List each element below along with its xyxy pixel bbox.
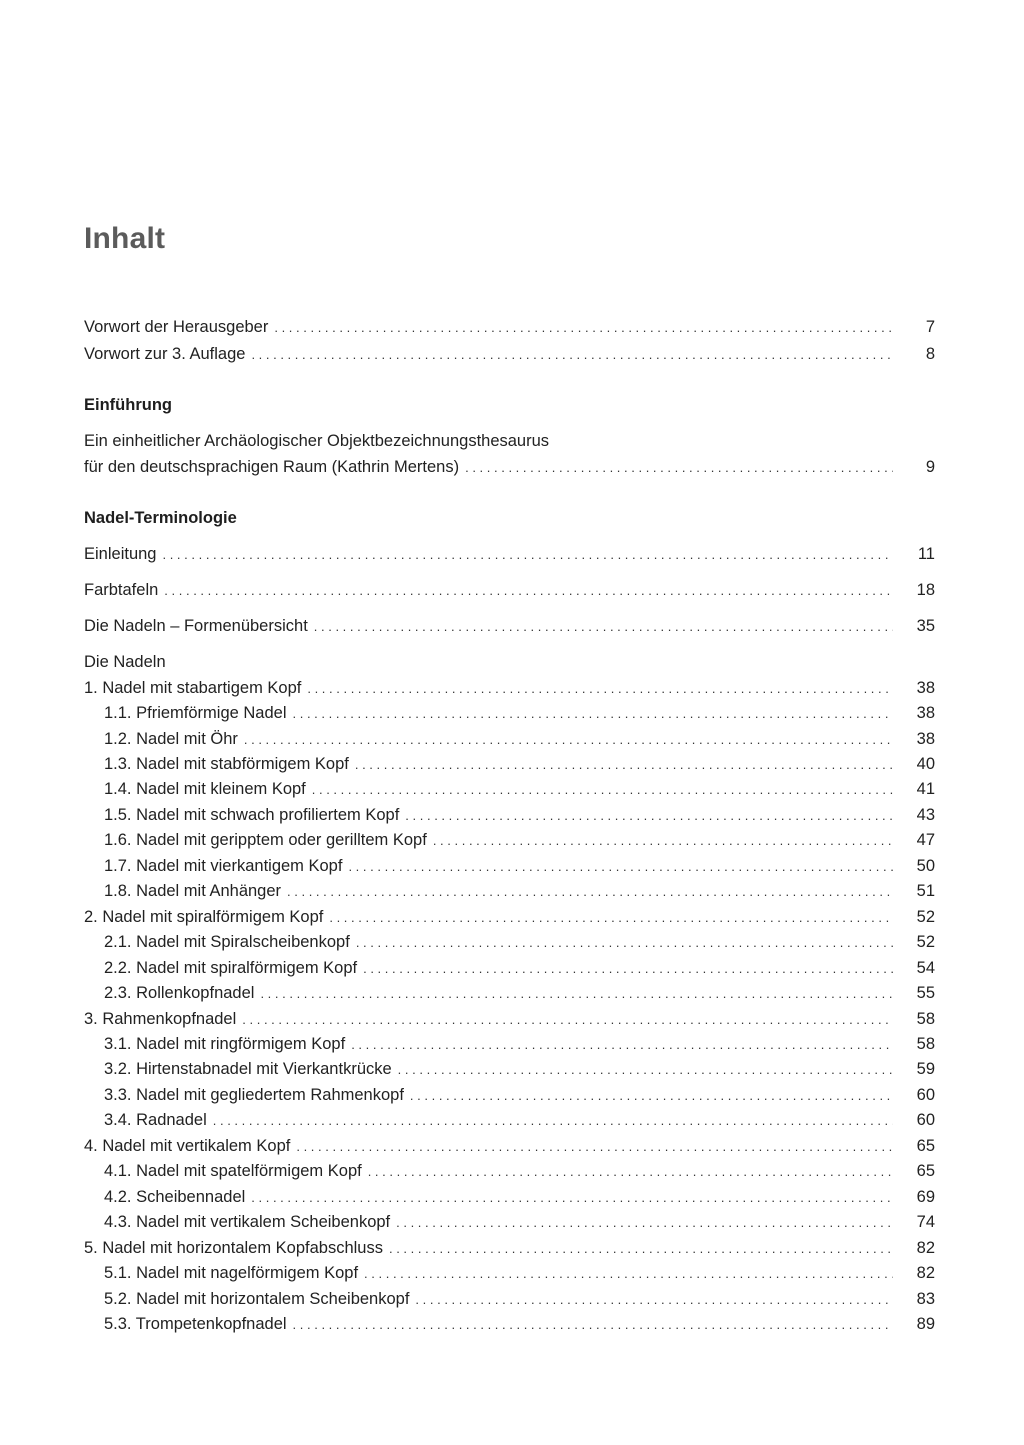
toc-page-number: 55 <box>916 984 935 1002</box>
dot-leader <box>244 728 893 752</box>
dot-leader <box>389 1237 893 1261</box>
toc-page-number: 82 <box>916 1264 935 1282</box>
dot-leader <box>287 880 893 904</box>
toc-entry-label: 2.2. Nadel mit spiralförmigem Kopf <box>104 959 358 977</box>
toc-page-number: 83 <box>916 1290 935 1308</box>
toc-subentry[interactable] <box>104 956 935 980</box>
toc-entry-label: Die Nadeln – Formenübersicht <box>84 617 308 635</box>
toc-subentry[interactable] <box>104 1210 935 1234</box>
toc-subentry[interactable] <box>104 727 935 751</box>
toc-entry-farbtafeln[interactable] <box>84 578 935 602</box>
toc-subentry[interactable] <box>104 1261 935 1285</box>
section-heading-einfuehrung: Einführung <box>84 396 172 414</box>
toc-entry-label: 3.4. Radnadel <box>104 1111 207 1129</box>
dot-leader <box>410 1084 893 1108</box>
toc-page-number: 89 <box>916 1315 935 1333</box>
dot-leader <box>356 931 893 955</box>
toc-entry-vorwort-auflage[interactable] <box>84 342 935 366</box>
toc-entry-label: Farbtafeln <box>84 581 159 599</box>
toc-subentry[interactable] <box>104 1032 935 1056</box>
dot-leader <box>251 343 893 367</box>
dot-leader <box>355 753 893 777</box>
dot-leader <box>329 906 893 930</box>
toc-entry-label: 4.2. Scheibennadel <box>104 1188 246 1206</box>
dot-leader <box>293 1313 893 1337</box>
toc-subentry[interactable] <box>104 1185 935 1209</box>
toc-page-number: 82 <box>916 1239 935 1257</box>
toc-entry-line: Ein einheitlicher Archäologischer Objektbezeichnungsthesaurus <box>84 432 550 450</box>
toc-entry-label: Vorwort der Herausgeber <box>84 318 269 336</box>
dot-leader <box>396 1211 893 1235</box>
toc-subentry[interactable] <box>104 879 935 903</box>
toc-page-number: 43 <box>916 806 935 824</box>
toc-entry-label: Einleitung <box>84 545 157 563</box>
toc-subentry[interactable] <box>104 828 935 852</box>
toc-entry-label: 1.1. Pfriemförmige Nadel <box>104 704 287 722</box>
dot-leader <box>242 1008 893 1032</box>
toc-entry-einleitung[interactable] <box>84 542 935 566</box>
toc-entry[interactable] <box>84 676 935 700</box>
toc-entry-formenuebersicht[interactable] <box>84 614 935 638</box>
toc-page-number: 38 <box>916 730 935 748</box>
dot-leader <box>251 1186 893 1210</box>
toc-page-number: 60 <box>916 1111 935 1129</box>
toc-page-number: 8 <box>925 345 935 363</box>
toc-entry-label: 5.3. Trompetenkopfnadel <box>104 1315 287 1333</box>
toc-subentry[interactable] <box>104 930 935 954</box>
dot-leader <box>398 1058 893 1082</box>
toc-page-number: 7 <box>925 318 935 336</box>
dot-leader <box>162 543 893 567</box>
toc-page-number: 52 <box>916 933 935 951</box>
toc-entry-label: 2.3. Rollenkopfnadel <box>104 984 255 1002</box>
toc-entry-label: 5.2. Nadel mit horizontalem Scheibenkopf <box>104 1290 410 1308</box>
toc-entry[interactable] <box>84 1007 935 1031</box>
dot-leader <box>312 778 893 802</box>
dot-leader <box>213 1109 893 1133</box>
toc-page-number: 54 <box>916 959 935 977</box>
toc-subentry[interactable] <box>104 803 935 827</box>
toc-page-number: 40 <box>916 755 935 773</box>
dot-leader <box>415 1288 893 1312</box>
toc-page-number: 41 <box>916 780 935 798</box>
toc-page-number: 38 <box>916 679 935 697</box>
toc-subentry[interactable] <box>104 1159 935 1183</box>
page-title: Inhalt <box>84 222 166 255</box>
toc-page-number: 50 <box>916 857 935 875</box>
toc-entry-label: 3.2. Hirtenstabnadel mit Vierkantkrücke <box>104 1060 392 1078</box>
toc-page-number: 74 <box>916 1213 935 1231</box>
dot-leader <box>363 957 893 981</box>
toc-entry-label: Vorwort zur 3. Auflage <box>84 345 246 363</box>
toc-page-number: 58 <box>916 1035 935 1053</box>
toc-entry[interactable] <box>84 1134 935 1158</box>
toc-page-number: 51 <box>916 882 935 900</box>
dot-leader <box>433 829 893 853</box>
toc-subentry[interactable] <box>104 1057 935 1081</box>
toc-page-number: 60 <box>916 1086 935 1104</box>
toc-entry-label: 4. Nadel mit vertikalem Kopf <box>84 1137 291 1155</box>
toc-page-number: 65 <box>916 1162 935 1180</box>
toc-entry-label: 1. Nadel mit stabartigem Kopf <box>84 679 302 697</box>
toc-subentry[interactable] <box>104 752 935 776</box>
section-heading-nadel-terminologie: Nadel-Terminologie <box>84 509 237 527</box>
toc-subentry[interactable] <box>104 701 935 725</box>
toc-entry-label: 1.2. Nadel mit Öhr <box>104 730 238 748</box>
toc-page-number: 18 <box>916 581 935 599</box>
toc-entry-label: 1.8. Nadel mit Anhänger <box>104 882 282 900</box>
dot-leader <box>307 677 893 701</box>
toc-entry-label: für den deutschsprachigen Raum (Kathrin Mertens) <box>84 458 460 476</box>
dot-leader <box>274 316 893 340</box>
toc-group-label: Die Nadeln <box>84 653 166 671</box>
toc-entry-label: 3. Rahmenkopfnadel <box>84 1010 237 1028</box>
toc-entry-label: 3.3. Nadel mit gegliedertem Rahmenkopf <box>104 1086 404 1104</box>
toc-page-number: 47 <box>916 831 935 849</box>
toc-entry-thesaurus[interactable] <box>84 455 935 479</box>
toc-entry-label: 1.4. Nadel mit kleinem Kopf <box>104 780 306 798</box>
toc-subentry[interactable] <box>104 1312 935 1336</box>
toc-page-number: 59 <box>916 1060 935 1078</box>
toc-entry-vorwort-herausgeber[interactable] <box>84 315 935 339</box>
toc-entry-label: 1.6. Nadel mit geripptem oder gerilltem Kopf <box>104 831 427 849</box>
toc-entry[interactable] <box>84 1236 935 1260</box>
dot-leader <box>293 702 894 726</box>
toc-entry-label: 4.3. Nadel mit vertikalem Scheibenkopf <box>104 1213 391 1231</box>
dot-leader <box>405 804 893 828</box>
toc-entry-label: 5. Nadel mit horizontalem Kopfabschluss <box>84 1239 383 1257</box>
toc-entry[interactable] <box>84 905 935 929</box>
toc-subentry[interactable] <box>104 777 935 801</box>
toc-page-number: 35 <box>916 617 935 635</box>
toc-page-number: 11 <box>917 545 935 563</box>
toc-subentry[interactable] <box>104 854 935 878</box>
dot-leader <box>351 1033 893 1057</box>
toc-subentry[interactable] <box>104 981 935 1005</box>
toc-page-number: 58 <box>916 1010 935 1028</box>
dot-leader <box>364 1262 893 1286</box>
dot-leader <box>260 982 893 1006</box>
toc-subentry[interactable] <box>104 1083 935 1107</box>
toc-entry-label: 5.1. Nadel mit nagelförmigem Kopf <box>104 1264 359 1282</box>
toc-page-number: 38 <box>916 704 935 722</box>
toc-entry-label: 2.1. Nadel mit Spiralscheibenkopf <box>104 933 350 951</box>
toc-page-number: 69 <box>916 1188 935 1206</box>
toc-entry-label: 2. Nadel mit spiralförmigem Kopf <box>84 908 324 926</box>
toc-page-number: 65 <box>916 1137 935 1155</box>
toc-page-number: 9 <box>925 458 935 476</box>
dot-leader <box>296 1135 893 1159</box>
dot-leader <box>314 615 893 639</box>
toc-entry-label: 4.1. Nadel mit spatelförmigem Kopf <box>104 1162 362 1180</box>
toc-entry-label: 1.5. Nadel mit schwach profiliertem Kopf <box>104 806 400 824</box>
toc-subentry[interactable] <box>104 1287 935 1311</box>
toc-entry-label: 1.7. Nadel mit vierkantigem Kopf <box>104 857 343 875</box>
dot-leader <box>465 456 893 480</box>
toc-entry-label: 1.3. Nadel mit stabförmigem Kopf <box>104 755 349 773</box>
toc-entry-label: 3.1. Nadel mit ringförmigem Kopf <box>104 1035 346 1053</box>
dot-leader <box>368 1160 893 1184</box>
toc-page-number: 52 <box>916 908 935 926</box>
dot-leader <box>348 855 893 879</box>
toc-subentry[interactable] <box>104 1108 935 1132</box>
dot-leader <box>164 579 893 603</box>
